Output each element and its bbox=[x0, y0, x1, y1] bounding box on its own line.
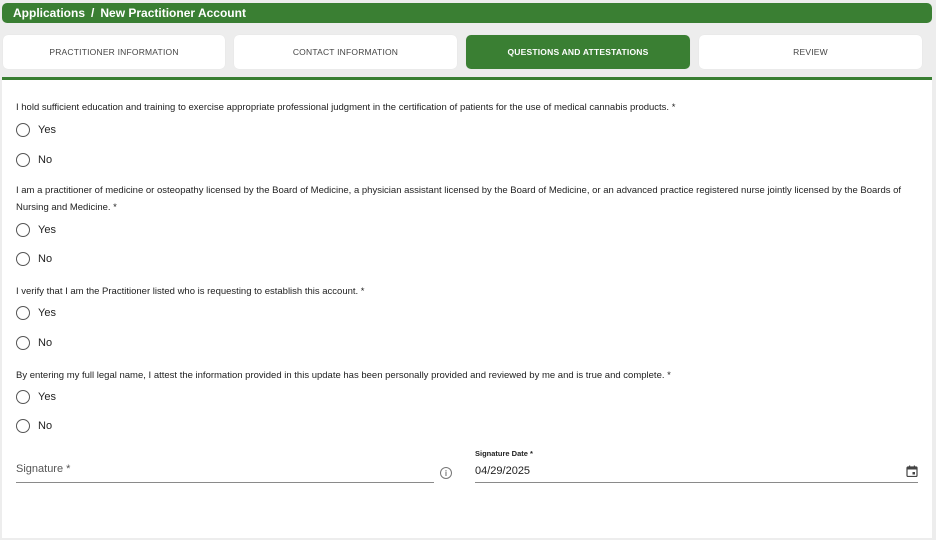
question-3-text: I verify that I am the Practitioner listed who is requesting to establish this account. * bbox=[16, 286, 365, 297]
radio-button[interactable] bbox=[16, 419, 30, 433]
question-2-text: I am a practitioner of medicine or osteopathy licensed by the Board of Medicine, a physician assistant licensed by the Board of Medicine, or an advanced practice registered nurse jointly licensed by the Boards of Nursing and Medicine. * bbox=[16, 185, 902, 213]
tab-practitioner-information[interactable]: PRACTITIONER INFORMATION bbox=[3, 35, 225, 69]
option-label: Yes bbox=[38, 124, 56, 136]
question-2-option-yes[interactable] bbox=[16, 222, 56, 238]
breadcrumb-separator: / bbox=[91, 6, 95, 20]
option-label: No bbox=[38, 253, 53, 265]
question-1-option-yes[interactable] bbox=[16, 122, 56, 138]
option-label: No bbox=[38, 420, 53, 432]
question-1-option-no[interactable] bbox=[16, 152, 52, 168]
breadcrumb-current: New Practitioner Account bbox=[100, 6, 246, 20]
radio-button[interactable] bbox=[16, 252, 30, 266]
signature-input[interactable] bbox=[16, 453, 434, 483]
radio-button[interactable] bbox=[16, 153, 30, 167]
question-1-text: I hold sufficient education and training to exercise appropriate professional judgment in the certification of patients for the use of medical cannabis products. * bbox=[16, 102, 676, 113]
radio-button[interactable] bbox=[16, 123, 30, 137]
option-label: No bbox=[38, 154, 53, 166]
question-4-text: By entering my full legal name, I attest the information provided in this update has been personally provided and reviewed by me and is true and complete. * bbox=[16, 370, 671, 381]
option-label: Yes bbox=[38, 391, 56, 403]
radio-button[interactable] bbox=[16, 223, 30, 237]
breadcrumb-link-applications[interactable]: Applications bbox=[13, 6, 86, 20]
question-3-option-yes[interactable] bbox=[16, 305, 56, 321]
calendar-icon[interactable] bbox=[906, 465, 918, 477]
option-label: Yes bbox=[38, 307, 56, 319]
radio-button[interactable] bbox=[16, 306, 30, 320]
tab-review[interactable]: REVIEW bbox=[699, 35, 922, 69]
radio-button[interactable] bbox=[16, 390, 30, 404]
option-label: Yes bbox=[38, 224, 56, 236]
tab-contact-information[interactable]: CONTACT INFORMATION bbox=[234, 35, 457, 69]
signature-date-value: 04/29/2025 bbox=[475, 465, 531, 477]
question-4-option-yes[interactable] bbox=[16, 389, 56, 405]
info-icon[interactable]: i bbox=[440, 467, 452, 479]
question-4-option-no[interactable] bbox=[16, 418, 52, 434]
breadcrumb bbox=[2, 3, 932, 23]
stepper-tabs bbox=[3, 35, 923, 69]
signature-date-input[interactable] bbox=[475, 449, 918, 483]
radio-button[interactable] bbox=[16, 336, 30, 350]
option-label: No bbox=[38, 337, 53, 349]
form-panel bbox=[2, 77, 932, 538]
question-3-option-no[interactable] bbox=[16, 335, 52, 351]
signature-date-label: Signature Date * bbox=[475, 449, 533, 458]
tab-questions-and-attestations[interactable]: QUESTIONS AND ATTESTATIONS bbox=[466, 35, 690, 69]
signature-label: Signature * bbox=[16, 463, 71, 475]
question-2-option-no[interactable] bbox=[16, 251, 52, 267]
